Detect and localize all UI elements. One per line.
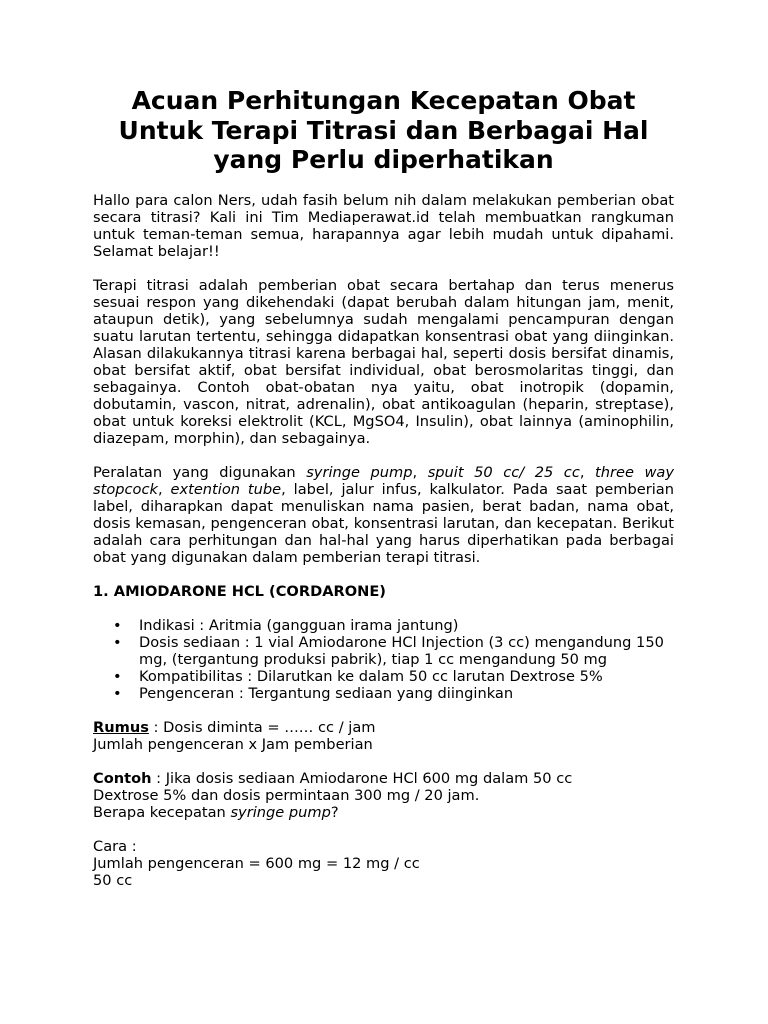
contoh-question-prefix: Berapa kecepatan: [93, 803, 231, 821]
list-item-kompatibilitas: [93, 668, 674, 685]
rumus-label: Rumus: [93, 718, 149, 736]
drug-info-list: [93, 617, 674, 702]
rumus-text: : Dosis diminta = …… cc / jam: [148, 718, 376, 736]
equipment-spuit: spuit 50 cc/ 25 cc: [427, 463, 580, 481]
equipment-syringe-pump: syringe pump: [306, 463, 413, 481]
list-item-dosis-sediaan: [93, 634, 674, 668]
rumus-line-1: [93, 719, 674, 736]
list-item-pengenceran: [93, 685, 674, 702]
section-heading-amiodarone: 1. AMIODARONE HCL (CORDARONE): [93, 582, 386, 600]
bullet-icon: •: [113, 616, 122, 634]
cara-label: Cara :: [93, 837, 137, 855]
contoh-question-suffix: ?: [330, 803, 339, 821]
contoh-label: Contoh: [93, 769, 152, 787]
intro-paragraph: Hallo para calon Ners, udah fasih belum nih dalam melakukan pemberian obat secara titrasi? Kali ini Tim Mediaperawat.id telah membuatkan rangkuman untuk teman-teman semua, harapannya agar lebih mudah untuk dipahami. Selamat belajar!!: [93, 191, 674, 260]
equipment-separator: ,: [157, 480, 171, 498]
list-item-text: Pengenceran : Tergantung sediaan yang diinginkan: [139, 684, 514, 702]
equipment-three-way-stopcock: three way stopcock: [93, 463, 674, 498]
bullet-icon: •: [113, 633, 122, 651]
list-item-text: Dosis sediaan : 1 vial Amiodarone HCl Injection (3 cc) mengandung 150 mg, (tergantung produksi pabrik), tiap 1 cc mengandung 50 mg: [139, 633, 664, 668]
cara-line-1: Jumlah pengenceran = 600 mg = 12 mg / cc: [93, 854, 420, 872]
equipment-extention-tube: extention tube: [170, 480, 282, 498]
contoh-text: : Jika dosis sediaan Amiodarone HCl 600 mg dalam 50 cc: [151, 769, 573, 787]
equipment-separator: ,: [412, 463, 428, 481]
cara-line-2: 50 cc: [93, 871, 133, 889]
contoh-question-syringe-pump: syringe pump: [230, 803, 331, 821]
equipment-suffix: , label, jalur infus, kalkulator. Pada saat pemberian label, diharapkan dapat menuliskan nama pasien, berat badan, nama obat, dosis kemasan, pengenceran obat, konsentrasi larutan, dan kecepatan. Berikut adalah cara perhitungan dan hal-hal yang harus diperhatikan pada berbagai obat yang digunakan dalam pemberian terapi titrasi.: [93, 480, 674, 566]
contoh-line-1: [93, 770, 674, 787]
list-item-text: Indikasi : Aritmia (gangguan irama jantung): [139, 616, 459, 634]
bullet-icon: •: [113, 684, 122, 702]
contoh-line-3: [93, 804, 674, 821]
list-item-indikasi: [93, 617, 674, 634]
contoh-line-2: Dextrose 5% dan dosis permintaan 300 mg / 20 jam.: [93, 786, 480, 804]
equipment-paragraph: [93, 464, 674, 566]
equipment-prefix: Peralatan yang digunakan: [93, 463, 307, 481]
title-line-3: yang Perlu diperhatikan: [213, 145, 554, 174]
bullet-icon: •: [113, 667, 122, 685]
title-line-1: Acuan Perhitungan Kecepatan Obat: [131, 86, 636, 115]
list-item-text: Kompatibilitas : Dilarutkan ke dalam 50 cc larutan Dextrose 5%: [139, 667, 603, 685]
definition-paragraph: Terapi titrasi adalah pemberian obat secara bertahap dan terus menerus sesuai respon yang dikehendaki (dapat berubah dalam hitungan jam, menit, ataupun detik), yang sebelumnya sudah mengalami pencampuran dengan suatu larutan tertentu, sehingga didapatkan konsentrasi obat yang diinginkan. Alasan dilakukannya titrasi karena berbagai hal, seperti dosis bersifat dinamis, obat bersifat aktif, obat bersifat individual, obat berosmolaritas tinggi, dan sebagainya. Contoh obat-obatan nya yaitu, obat inotropik (dopamin, dobutamin, vascon, nitrat, adrenalin), obat antikoagulan (heparin, streptase), obat untuk koreksi elektrolit (KCL, MgSO4, Insulin), obat lainnya (aminophilin, diazepam, morphin), dan sebagainya.: [93, 276, 674, 447]
title-line-2: Untuk Terapi Titrasi dan Berbagai Hal: [118, 115, 649, 145]
rumus-line-2: Jumlah pengenceran x Jam pemberian: [93, 735, 373, 753]
document-title: [93, 86, 674, 175]
equipment-separator: ,: [579, 463, 596, 481]
